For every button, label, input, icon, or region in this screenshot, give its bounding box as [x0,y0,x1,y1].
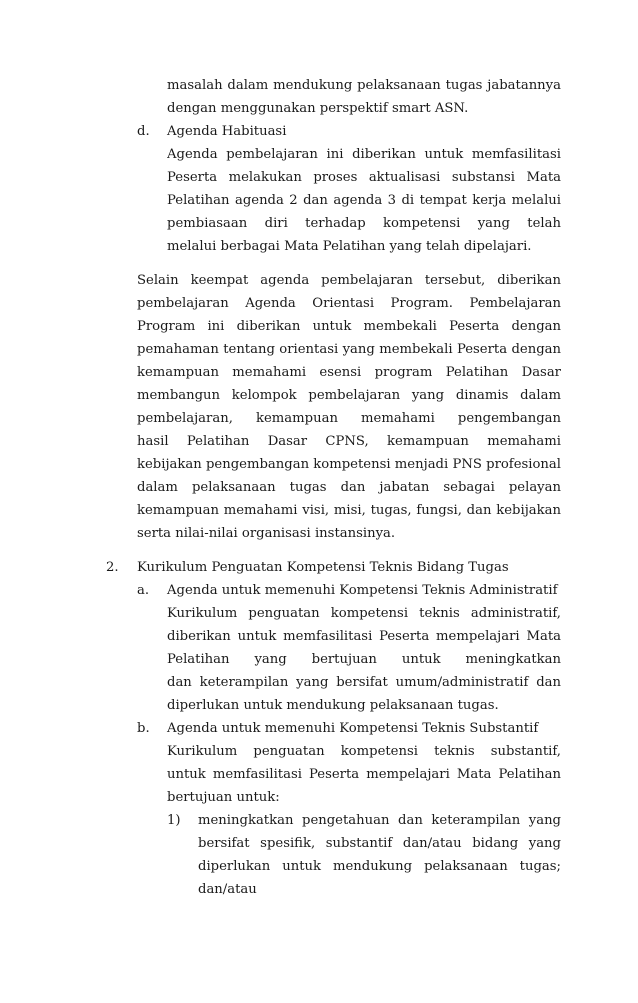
item-d-title: Agenda Habituasi [167,124,287,139]
orientation-line-2: pembelajaran Agenda Orientasi Program. Pembelajaran [137,296,561,311]
orientation-line-11: kemampuan memahami visi, misi, tugas, fungsi, dan kebijakan [137,503,561,518]
orientation-line-12: serta nilai-nilai organisasi instansinya. [137,526,396,541]
orientation-line-9: kebijakan pengembangan kompetensi menjadi PNS profesional [137,457,561,472]
item-b-line-2: untuk memfasilitasi Peserta mempelajari Mata Pelatihan [167,767,561,782]
item-b1-line-3: diperlukan untuk mendukung pelaksanaan tugas; [198,859,561,874]
item-a-line-1: Kurikulum penguatan kompetensi teknis administratif, [167,606,561,621]
orientation-line-10: dalam pelaksanaan tugas dan jabatan sebagai pelayan [137,480,561,495]
item-a-line-3: Pelatihan yang bertujuan untuk meningkatkan [167,652,561,667]
item-b-line-1: Kurikulum penguatan kompetensi teknis substantif, [167,744,561,759]
item-b1-line-2: bersifat spesifik, substantif dan/atau bidang yang [198,836,561,851]
item-b-title: Agenda untuk memenuhi Kompetensi Teknis Substantif [167,721,539,736]
item-d-line-4: pembiasaan diri terhadap kompetensi yang telah [167,216,561,231]
orientation-line-3: Program ini diberikan untuk membekali Peserta dengan [137,319,561,334]
item-d-marker: d. [137,124,150,139]
section-2-marker: 2. [106,560,119,575]
item-a-line-5: diperlukan untuk mendukung pelaksanaan tugas. [167,698,499,713]
orientation-line-6: membangun kelompok pembelajaran yang dinamis dalam [137,388,561,403]
item-a-line-2: diberikan untuk memfasilitasi Peserta mempelajari Mata [167,629,561,644]
item-a-marker: a. [137,583,150,598]
item-a-line-4: dan keterampilan yang bersifat umum/administratif dan [167,675,561,690]
orientation-line-4: pemahaman tentang orientasi yang membekali Peserta dengan [137,342,561,357]
item-c-line-1: masalah dalam mendukung pelaksanaan tugas jabatannya [167,78,561,93]
item-d-line-5: melalui berbagai Mata Pelatihan yang telah dipelajari. [167,239,532,254]
orientation-line-1: Selain keempat agenda pembelajaran tersebut, diberikan [137,273,561,288]
item-b1-line-1: meningkatkan pengetahuan dan keterampilan yang [198,813,561,828]
item-b-line-3: bertujuan untuk: [167,790,280,805]
item-d-line-3: Pelatihan agenda 2 dan agenda 3 di tempat kerja melalui [167,193,561,208]
orientation-line-8: hasil Pelatihan Dasar CPNS, kemampuan memahami [137,434,561,449]
section-2-title: Kurikulum Penguatan Kompetensi Teknis Bidang Tugas [137,560,509,575]
orientation-line-7: pembelajaran, kemampuan memahami pengembangan [137,411,561,426]
item-b-marker: b. [137,721,150,736]
item-b1-line-4: dan/atau [198,882,257,897]
item-d-line-2: Peserta melakukan proses aktualisasi substansi Mata [167,170,561,185]
item-b1-marker: 1) [167,813,181,828]
item-a-title: Agenda untuk memenuhi Kompetensi Teknis Administratif [167,583,558,598]
item-c-line-2: dengan menggunakan perspektif smart ASN. [167,101,469,116]
orientation-line-5: kemampuan memahami esensi program Pelatihan Dasar [137,365,561,380]
item-d-line-1: Agenda pembelajaran ini diberikan untuk memfasilitasi [167,147,561,162]
